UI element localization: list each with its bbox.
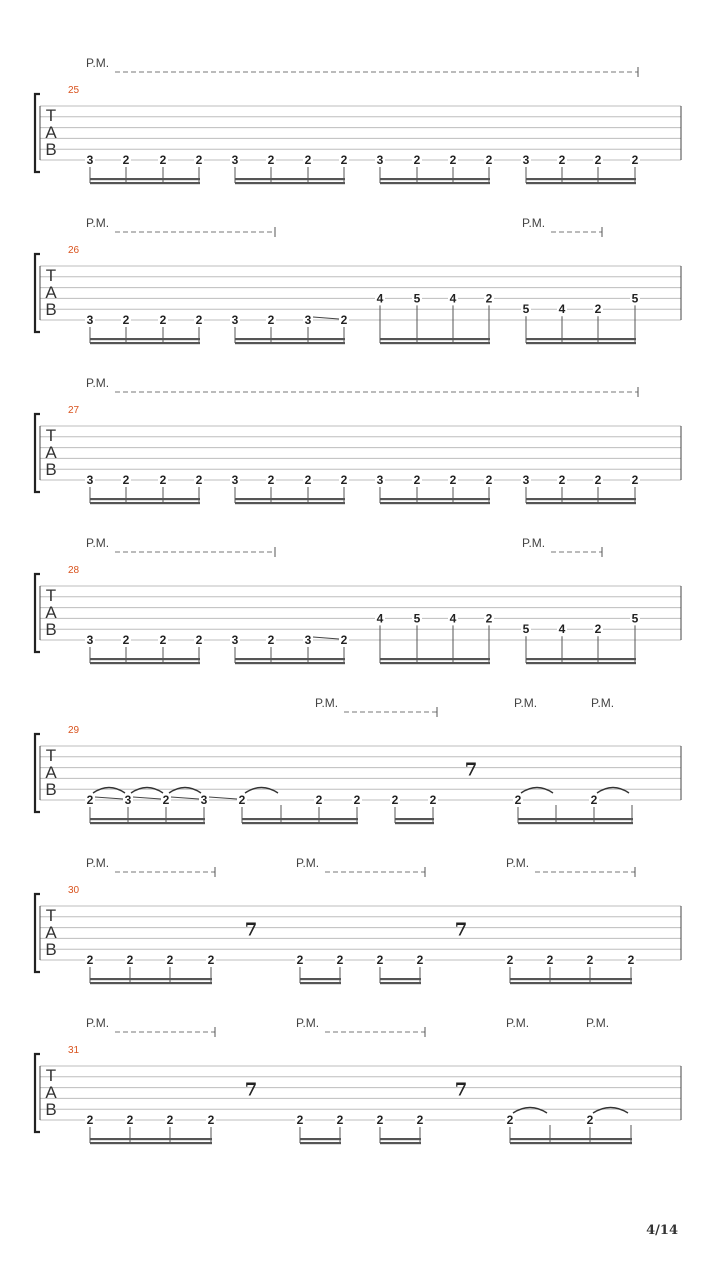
eighth-rest: 7 [464, 759, 478, 781]
tab-clef-letter: T [45, 106, 57, 125]
note-beam [380, 342, 490, 344]
note-beam [90, 978, 212, 980]
note-beam [526, 498, 636, 500]
fret-number: 2 [485, 473, 493, 487]
fret-number: 2 [631, 153, 639, 167]
system-bracket [35, 574, 40, 652]
tab-clef-letter: A [45, 1083, 57, 1102]
tie-arc [593, 1108, 628, 1114]
fret-number: 2 [449, 153, 457, 167]
eighth-rest: 7 [454, 1079, 468, 1101]
note-beam [235, 498, 345, 500]
note-beam [526, 338, 636, 340]
system-bracket [35, 254, 40, 332]
tie-arc [245, 788, 278, 794]
fret-number: 2 [627, 953, 635, 967]
note-beam [90, 818, 205, 820]
note-beam [90, 502, 200, 504]
fret-number: 5 [522, 302, 530, 317]
system-bracket [35, 1054, 40, 1132]
fret-number: 2 [296, 1113, 304, 1127]
palm-mute-label: P.M. [86, 216, 110, 230]
fret-number: 2 [159, 313, 167, 327]
tab-clef-letter: A [45, 443, 57, 462]
note-beam [242, 818, 358, 820]
fret-number: 2 [122, 633, 130, 647]
fret-number: 3 [200, 793, 208, 807]
note-beam [380, 978, 421, 980]
eighth-rest: 7 [454, 919, 468, 941]
fret-number: 2 [162, 793, 170, 807]
fret-number: 2 [376, 953, 384, 967]
fret-number: 2 [166, 1113, 174, 1127]
fret-number: 4 [449, 611, 457, 626]
tab-system [35, 1016, 681, 1144]
fret-number: 2 [315, 793, 323, 807]
fret-number: 2 [86, 1113, 94, 1127]
fret-number: 2 [166, 953, 174, 967]
tab-clef-letter: B [45, 1100, 57, 1119]
palm-mute-label: P.M. [506, 856, 530, 870]
fret-number: 3 [522, 153, 530, 167]
fret-number: 3 [124, 793, 132, 807]
fret-number: 3 [86, 153, 94, 167]
note-beam [300, 1142, 341, 1144]
tab-system [35, 536, 681, 664]
note-beam [235, 658, 345, 660]
note-beam [235, 178, 345, 180]
note-beam [518, 818, 633, 820]
fret-number: 2 [267, 473, 275, 487]
note-beam [380, 982, 421, 984]
fret-number: 2 [207, 1113, 215, 1127]
fret-number: 3 [86, 313, 94, 327]
fret-number: 2 [267, 153, 275, 167]
fret-number: 2 [586, 1113, 594, 1127]
note-beam [510, 1142, 632, 1144]
tab-clef-letter: A [45, 763, 57, 782]
fret-number: 3 [522, 473, 530, 487]
tab-system [35, 376, 681, 504]
measure-number: 26 [68, 245, 80, 256]
palm-mute-label: P.M. [514, 696, 538, 710]
palm-mute-label: P.M. [86, 56, 110, 70]
palm-mute-label: P.M. [591, 696, 615, 710]
note-beam [235, 662, 345, 664]
fret-number: 4 [376, 291, 384, 306]
fret-number: 2 [429, 793, 437, 807]
fret-number: 4 [376, 611, 384, 626]
fret-number: 5 [631, 291, 639, 306]
note-beam [380, 182, 490, 184]
tab-system [35, 56, 681, 184]
tab-clef-letter: A [45, 603, 57, 622]
tab-clef-letter: A [45, 123, 57, 142]
fret-number: 3 [231, 153, 239, 167]
slide-line [209, 797, 237, 799]
note-beam [90, 982, 212, 984]
note-beam [380, 662, 490, 664]
fret-number: 3 [304, 633, 312, 647]
fret-number: 2 [336, 953, 344, 967]
fret-number: 2 [126, 953, 134, 967]
measure-number: 29 [68, 725, 80, 736]
tie-arc [513, 1108, 547, 1114]
fret-number: 5 [413, 291, 421, 306]
measure-number: 27 [68, 405, 80, 416]
fret-number: 3 [231, 313, 239, 327]
note-beam [526, 182, 636, 184]
fret-number: 2 [340, 473, 348, 487]
fret-number: 2 [336, 1113, 344, 1127]
fret-number: 3 [231, 633, 239, 647]
tab-clef-letter: B [45, 780, 57, 799]
note-beam [518, 822, 633, 824]
tab-clef-letter: B [45, 940, 57, 959]
fret-number: 2 [126, 1113, 134, 1127]
fret-number: 2 [122, 473, 130, 487]
fret-number: 2 [296, 953, 304, 967]
fret-number: 2 [122, 153, 130, 167]
note-beam [90, 178, 200, 180]
note-beam [90, 338, 200, 340]
note-beam [380, 338, 490, 340]
fret-number: 4 [449, 291, 457, 306]
fret-number: 2 [485, 291, 493, 306]
fret-number: 2 [594, 302, 602, 317]
note-beam [90, 1142, 212, 1144]
fret-number: 2 [594, 622, 602, 637]
tab-clef-letter: T [45, 266, 57, 285]
fret-number: 2 [485, 611, 493, 626]
note-beam [380, 178, 490, 180]
tie-arc [93, 788, 125, 794]
fret-number: 2 [304, 153, 312, 167]
fret-number: 2 [195, 473, 203, 487]
eighth-rest: 7 [244, 919, 258, 941]
fret-number: 2 [546, 953, 554, 967]
note-beam [395, 822, 434, 824]
slide-line [313, 637, 339, 639]
fret-number: 2 [195, 633, 203, 647]
fret-number: 2 [86, 953, 94, 967]
palm-mute-label: P.M. [86, 1016, 110, 1030]
tab-system [35, 216, 681, 344]
note-beam [380, 498, 490, 500]
note-beam [90, 498, 200, 500]
fret-number: 2 [416, 953, 424, 967]
fret-number: 2 [413, 153, 421, 167]
palm-mute-label: P.M. [315, 696, 339, 710]
palm-mute-label: P.M. [586, 1016, 610, 1030]
note-beam [510, 978, 632, 980]
note-beam [90, 1138, 212, 1140]
note-beam [380, 1142, 421, 1144]
tie-arc [521, 788, 553, 794]
measure-number: 28 [68, 565, 80, 576]
note-beam [526, 502, 636, 504]
palm-mute-label: P.M. [296, 1016, 320, 1030]
measure-number: 30 [68, 885, 80, 896]
fret-number: 3 [231, 473, 239, 487]
note-beam [526, 178, 636, 180]
fret-number: 3 [304, 313, 312, 327]
fret-number: 2 [159, 473, 167, 487]
page-number: 4/14 [646, 1223, 678, 1238]
note-beam [90, 822, 205, 824]
note-beam [380, 502, 490, 504]
fret-number: 5 [413, 611, 421, 626]
fret-number: 2 [558, 153, 566, 167]
note-beam [90, 662, 200, 664]
tab-clef-letter: A [45, 923, 57, 942]
fret-number: 2 [514, 793, 522, 807]
palm-mute-label: P.M. [522, 536, 546, 550]
note-beam [242, 822, 358, 824]
note-beam [235, 342, 345, 344]
fret-number: 2 [195, 153, 203, 167]
palm-mute-label: P.M. [506, 1016, 530, 1030]
fret-number: 2 [238, 793, 246, 807]
note-beam [90, 658, 200, 660]
tab-clef-letter: A [45, 283, 57, 302]
fret-number: 2 [586, 953, 594, 967]
fret-number: 2 [506, 953, 514, 967]
fret-number: 3 [376, 473, 384, 487]
note-beam [90, 182, 200, 184]
tab-clef-letter: B [45, 140, 57, 159]
tab-clef-letter: B [45, 300, 57, 319]
note-beam [235, 182, 345, 184]
fret-number: 2 [590, 793, 598, 807]
tab-clef-letter: T [45, 906, 57, 925]
fret-number: 3 [86, 633, 94, 647]
system-bracket [35, 414, 40, 492]
tab-system [35, 696, 681, 824]
note-beam [300, 982, 341, 984]
fret-number: 2 [122, 313, 130, 327]
note-beam [526, 342, 636, 344]
fret-number: 2 [413, 473, 421, 487]
tab-clef-letter: B [45, 620, 57, 639]
fret-number: 2 [506, 1113, 514, 1127]
slide-line [313, 317, 339, 319]
fret-number: 2 [340, 633, 348, 647]
fret-number: 2 [267, 633, 275, 647]
note-beam [235, 338, 345, 340]
tab-clef-letter: T [45, 746, 57, 765]
fret-number: 2 [159, 153, 167, 167]
fret-number: 2 [340, 153, 348, 167]
tab-clef-letter: T [45, 586, 57, 605]
fret-number: 2 [195, 313, 203, 327]
fret-number: 3 [86, 473, 94, 487]
note-beam [526, 662, 636, 664]
palm-mute-label: P.M. [86, 856, 110, 870]
fret-number: 2 [594, 153, 602, 167]
note-beam [510, 1138, 632, 1140]
fret-number: 2 [207, 953, 215, 967]
note-beam [90, 342, 200, 344]
fret-number: 3 [376, 153, 384, 167]
fret-number: 2 [86, 793, 94, 807]
fret-number: 2 [340, 313, 348, 327]
palm-mute-label: P.M. [86, 376, 110, 390]
fret-number: 2 [631, 473, 639, 487]
tab-system [35, 856, 681, 984]
fret-number: 2 [594, 473, 602, 487]
tie-arc [597, 788, 629, 794]
note-beam [526, 658, 636, 660]
tie-arc [169, 788, 201, 794]
measure-number: 25 [68, 85, 80, 96]
fret-number: 5 [522, 622, 530, 637]
fret-number: 2 [267, 313, 275, 327]
fret-number: 2 [485, 153, 493, 167]
system-bracket [35, 894, 40, 972]
palm-mute-label: P.M. [86, 536, 110, 550]
slide-line [133, 797, 161, 799]
fret-number: 2 [376, 1113, 384, 1127]
note-beam [380, 1138, 421, 1140]
fret-number: 2 [159, 633, 167, 647]
tab-clef-letter: B [45, 460, 57, 479]
measure-number: 31 [68, 1045, 80, 1056]
note-beam [300, 978, 341, 980]
palm-mute-label: P.M. [296, 856, 320, 870]
system-bracket [35, 94, 40, 172]
note-beam [395, 818, 434, 820]
fret-number: 2 [558, 473, 566, 487]
palm-mute-label: P.M. [522, 216, 546, 230]
fret-number: 2 [353, 793, 361, 807]
fret-number: 2 [416, 1113, 424, 1127]
system-bracket [35, 734, 40, 812]
tab-clef-letter: T [45, 426, 57, 445]
note-beam [300, 1138, 341, 1140]
note-beam [235, 502, 345, 504]
fret-number: 5 [631, 611, 639, 626]
note-beam [510, 982, 632, 984]
fret-number: 2 [449, 473, 457, 487]
tie-arc [131, 788, 163, 794]
fret-number: 4 [558, 622, 566, 637]
eighth-rest: 7 [244, 1079, 258, 1101]
fret-number: 4 [558, 302, 566, 317]
slide-line [95, 797, 123, 799]
fret-number: 2 [304, 473, 312, 487]
note-beam [380, 658, 490, 660]
slide-line [171, 797, 199, 799]
tab-clef-letter: T [45, 1066, 57, 1085]
fret-number: 2 [391, 793, 399, 807]
